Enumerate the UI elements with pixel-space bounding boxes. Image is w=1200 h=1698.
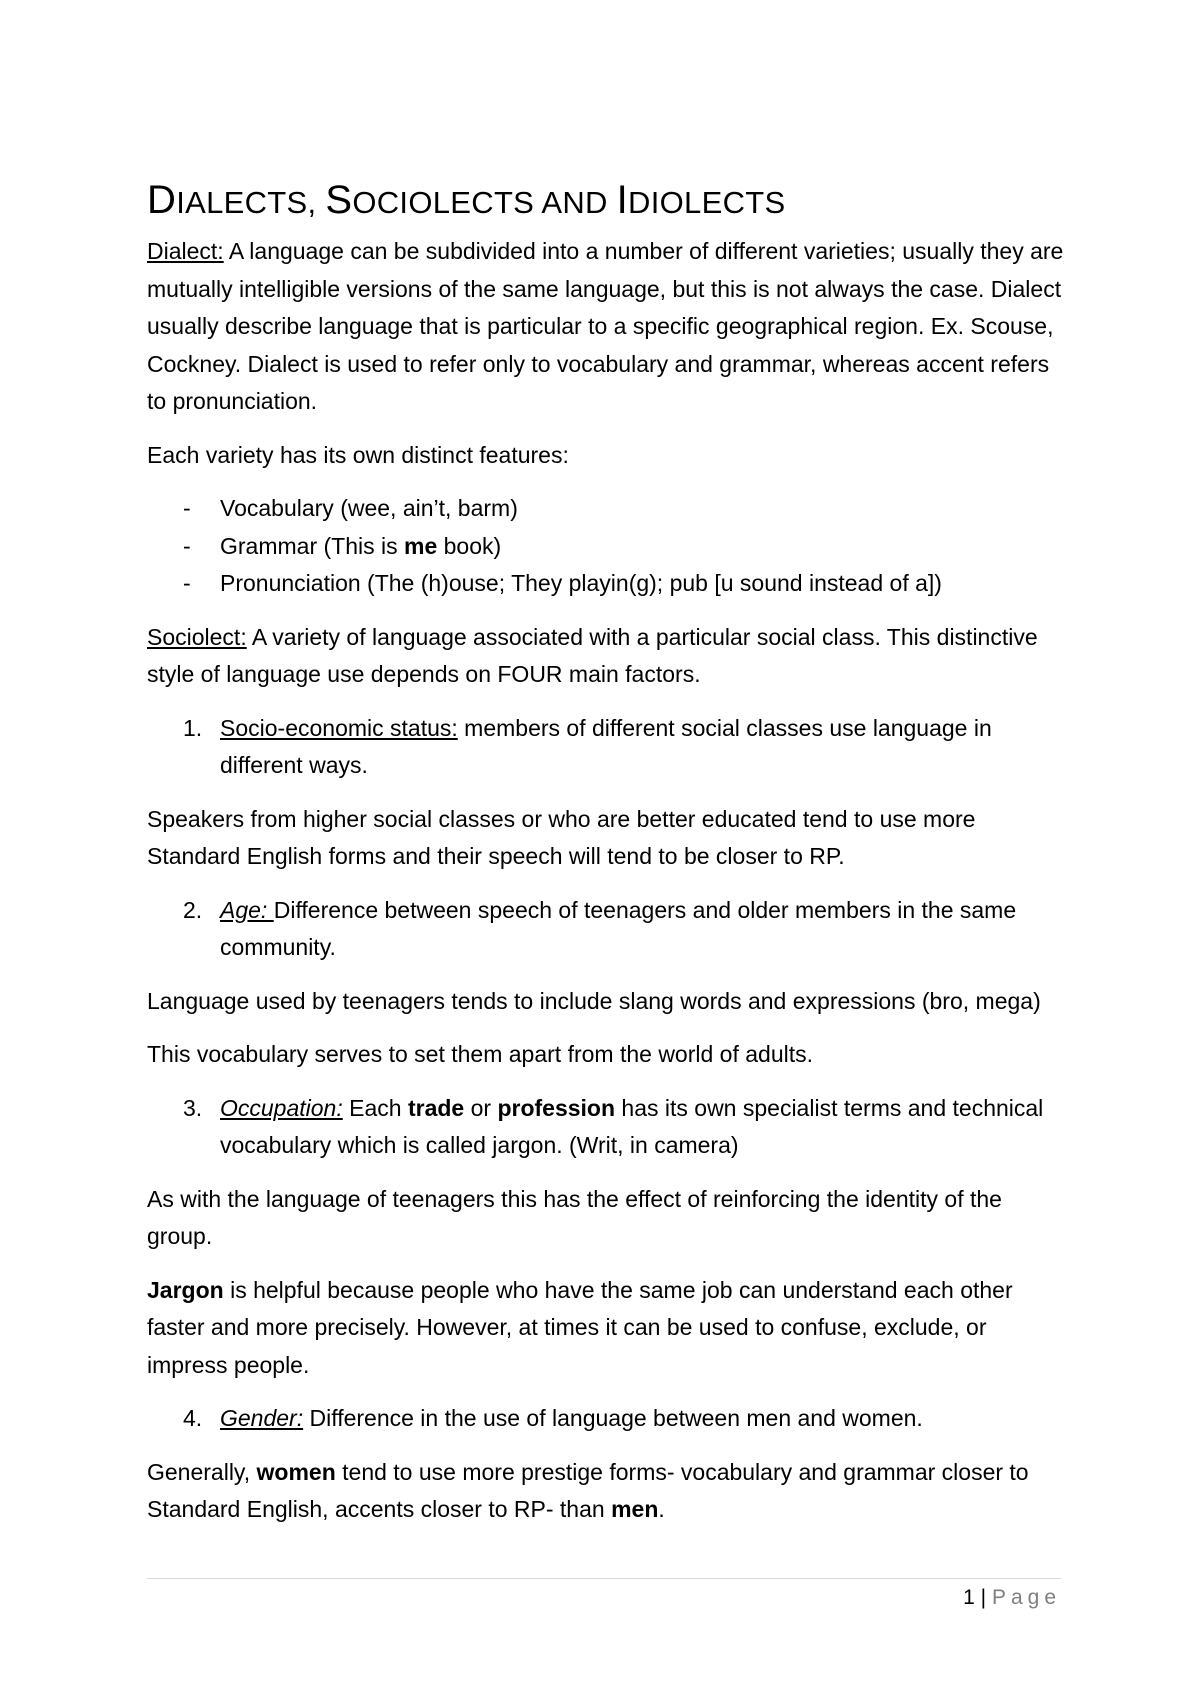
features-list: [147, 490, 1067, 603]
list-marker: -: [183, 495, 191, 521]
features-intro: Each variety has its own distinct features:: [147, 441, 569, 468]
dialect-definition: [147, 233, 1067, 421]
page-footer: [147, 1578, 1061, 1613]
paragraph-text: tend to use more prestige forms- vocabulary and grammar closer to Standard English, accents closer to RP- than: [147, 1458, 1029, 1522]
list-item-text: Vocabulary (wee, ain’t, barm): [220, 495, 518, 521]
jargon-term: Jargon: [147, 1276, 224, 1303]
paragraph-text: Generally,: [147, 1458, 257, 1485]
list-marker: -: [183, 532, 191, 559]
factor-item-4: [147, 1400, 1067, 1438]
title-part: I: [616, 178, 629, 222]
factor-text: Difference between speech of teenagers and older members in the same community.: [220, 896, 1017, 960]
paragraph: Language used by teenagers tends to include slang words and expressions (bro, mega): [147, 987, 1041, 1014]
paragraph: As with the language of teenagers this has the effect of reinforcing the identity of the group.: [147, 1185, 1002, 1249]
factor-item-3: [147, 1090, 1067, 1165]
list-item-text: Pronunciation (The (h)ouse; They playin(g); pub [u sound instead of a]): [220, 570, 942, 596]
paragraph-bold: women: [256, 1458, 336, 1485]
list-marker: -: [183, 570, 191, 596]
factor-term: Socio-economic status:: [220, 714, 458, 741]
paragraph-text: is helpful because people who have the same job can understand each other faster and more precisely. However, at times it can be used to confuse, exclude, or impress people.: [147, 1276, 1013, 1378]
factor-number: 4.: [183, 1405, 203, 1431]
list-item-bold: me: [404, 532, 438, 559]
dialect-text: A language can be subdivided into a number of different varieties; usually they are mutually intelligible versions of the same language, but this is not always the case. Dialect usually describe language that is particular to a specific geographical region. Ex. Scouse, Cockney. Dialect is used to refer only to vocabulary and grammar, whereas accent refers to pronunciation.: [147, 238, 1064, 414]
factor-text: or: [464, 1094, 498, 1121]
page-title: [147, 172, 1067, 231]
factor-term: Gender:: [220, 1405, 304, 1431]
jargon-paragraph: [147, 1272, 1067, 1385]
factor-text: Difference in the use of language between men and women.: [303, 1405, 923, 1431]
title-part: S: [325, 178, 353, 222]
list-item: [147, 528, 1067, 566]
list-item: [147, 565, 1067, 603]
title-part: D: [147, 178, 177, 222]
factor-term: Age:: [220, 896, 274, 923]
factor-number: 2.: [183, 896, 203, 923]
factor-item-2: [147, 892, 1067, 967]
factor-text: members of different social classes use language in different ways.: [220, 714, 992, 778]
title-part: DIOLECTS: [628, 185, 786, 220]
paragraph-text: .: [658, 1496, 665, 1522]
factor-item-1: [147, 710, 1067, 785]
factor-term: Occupation:: [220, 1094, 343, 1121]
factor-text: has its own specialist terms and technical vocabulary which is called jargon. (Writ, in camera): [220, 1094, 1044, 1158]
dialect-term: Dialect:: [147, 238, 224, 264]
page-number: 1: [963, 1586, 975, 1609]
factor-text: Each: [342, 1094, 408, 1121]
document-body: [147, 172, 1067, 1545]
paragraph: Speakers from higher social classes or who are better educated tend to use more Standard English forms and their speech will tend to be closer to RP.: [147, 805, 976, 869]
title-part: OCIOLECTS AND: [352, 185, 617, 220]
sociolect-text: A variety of language associated with a particular social class. This distinctive style of language use depends on FOUR main factors.: [147, 623, 1038, 687]
paragraph-bold: men: [611, 1496, 659, 1522]
factor-number: 1.: [183, 714, 203, 741]
paragraph: This vocabulary serves to set them apart from the world of adults.: [147, 1041, 814, 1067]
list-item: [147, 490, 1067, 528]
list-item-text: book): [437, 532, 502, 559]
sociolect-term: Sociolect:: [147, 623, 247, 650]
factor-bold: profession: [497, 1094, 616, 1121]
title-part: IALECTS,: [176, 185, 326, 220]
list-item-text: Grammar (This is: [220, 532, 404, 559]
factor-bold: trade: [407, 1094, 465, 1121]
sociolect-definition: [147, 619, 1067, 694]
footer-separator: |: [974, 1586, 992, 1609]
gender-paragraph: [147, 1454, 1067, 1529]
factor-number: 3.: [183, 1094, 203, 1121]
page-word: Page: [991, 1586, 1061, 1609]
